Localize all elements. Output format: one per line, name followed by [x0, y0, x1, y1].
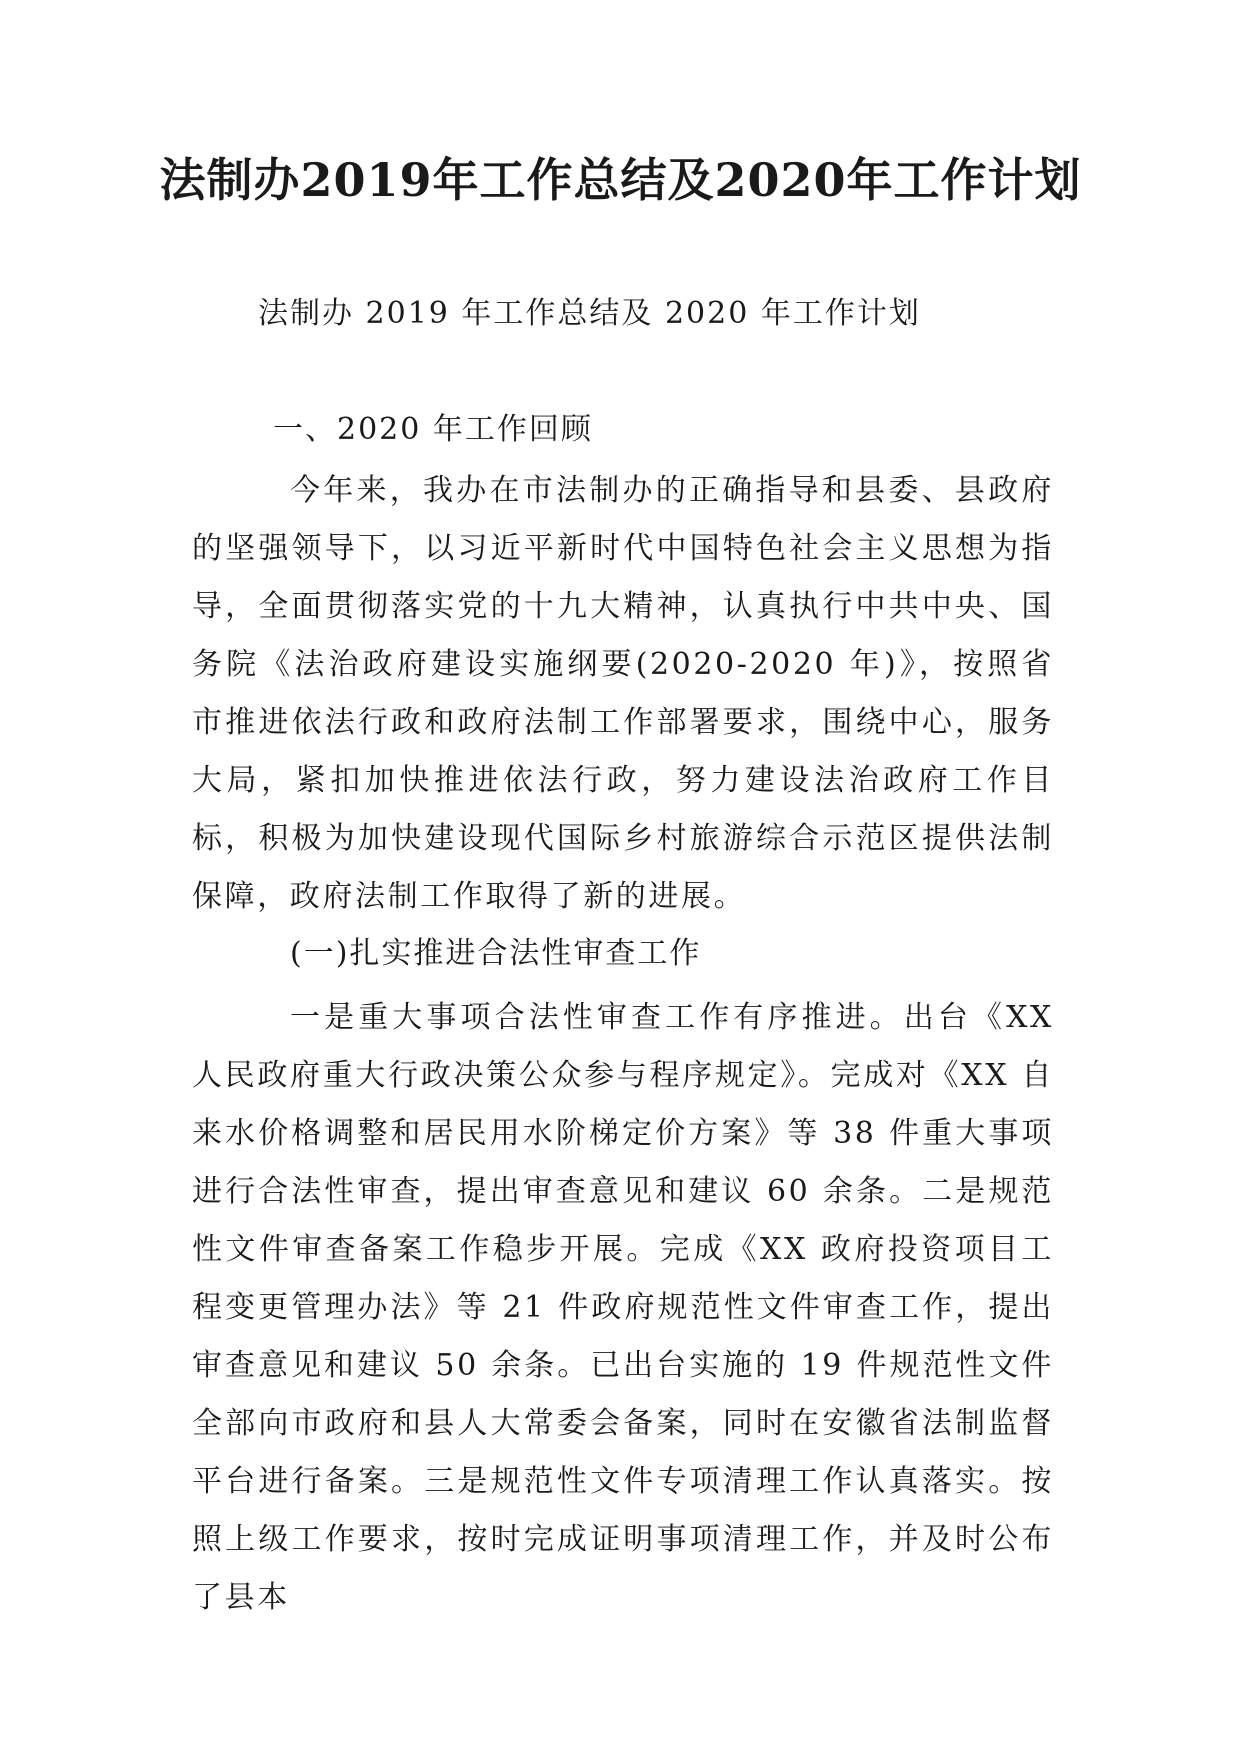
- document-subtitle: 法制办 2019 年工作总结及 2020 年工作计划: [258, 296, 921, 331]
- subheading-legality-review: (一)扎实推进合法性审查工作: [290, 936, 702, 971]
- paragraph-legality-review: 一是重大事项合法性审查工作有序推进。出台《XX 人民政府重大行政决策公众参与程序规定》。完成对《XX 自来水价格调整和居民用水阶梯定价方案》等 38 件重大事项进行合法性审查，提出审查意见和建议 60 余条。二是规范性文件审查备案工作稳步开展。完成《XX 政府投资项目工程变更管理办法》等 21 件政府规范性文件审查工作，提出审查意见和建议 50 余条。已出台实施的 19 件规范性文件全部向市政府和县人大常委会备案，同时在安徽省法制监督平台进行备案。三是规范性文件专项清理工作认真落实。按照上级工作要求，按时完成证明事项清理工作，并及时公布了县本: [192, 1000, 1054, 1615]
- document-title: 法制办2019年工作总结及2020年工作计划: [159, 153, 1082, 207]
- paragraph-intro: 今年来，我办在市法制办的正确指导和县委、县政府的坚强领导下，以习近平新时代中国特色社会主义思想为指导，全面贯彻落实党的十九大精神，认真执行中共中央、国务院《法治政府建设实施纲要(2020-2020 年)》，按照省市推进依法行政和政府法制工作部署要求，围绕中心，服务大局，紧扣加快推进依法行政，努力建设法治政府工作目标，积极为加快建设现代国际乡村旅游综合示范区提供法制保障，政府法制工作取得了新的进展。: [192, 473, 1054, 914]
- section-heading: 一、2020 年工作回顾: [273, 412, 593, 447]
